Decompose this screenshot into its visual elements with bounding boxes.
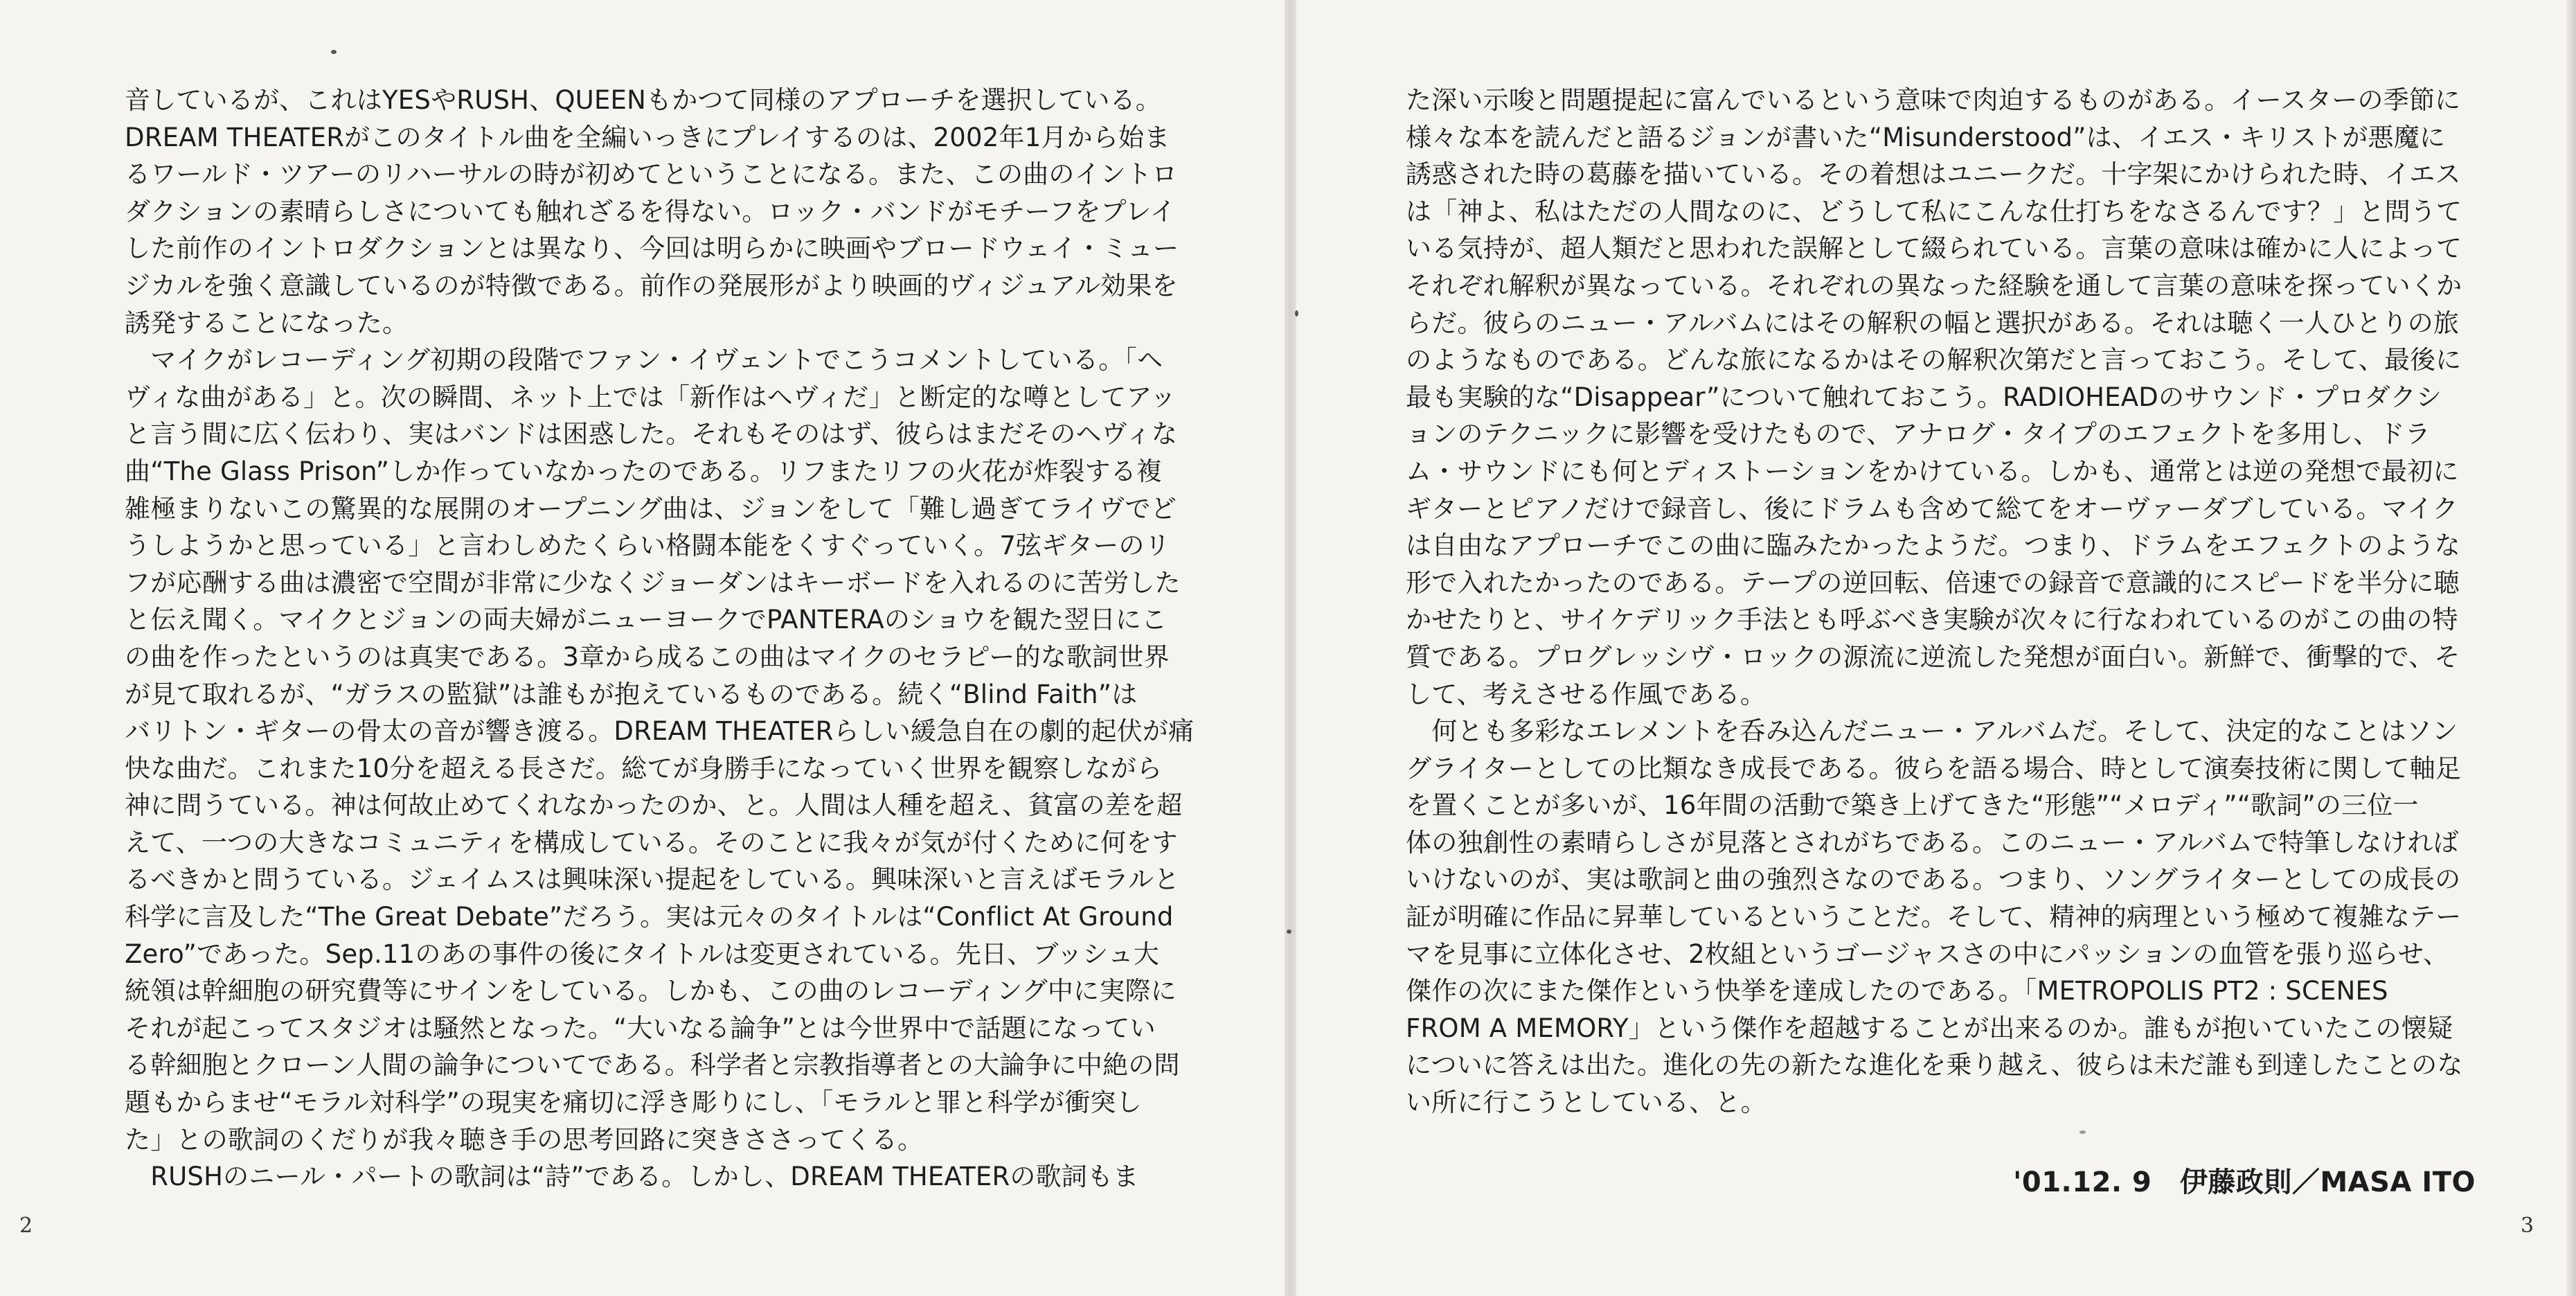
text-line: 科学に言及した“The Great Debate”だろう。実は元々のタイトルは“Conflict At Ground — [125, 902, 1174, 932]
text-line: Zero”であった。Sep.11のあの事件の後にタイトルは変更されている。先日、ブッシュ大 — [125, 939, 1160, 969]
text-line: のようなものである。どんな旅になるかはその解釈次第だと言っておこう。そして、最後に — [1406, 345, 2462, 375]
text-line: らだ。彼らのニュー・アルバムにはその解釈の幅と選択がある。それは聴く一人ひとりの旅 — [1406, 308, 2460, 338]
text-line: 体の独創性の素晴らしさが見落とされがちである。このニュー・アルバムで特筆しなければ — [1406, 827, 2459, 858]
text-line: グライターとしての比類なき成長である。彼らを語る場合、時として演奏技術に関して軸足 — [1406, 753, 2462, 783]
text-line: を置くことが多いが、16年間の活動で築き上げてきた“形態”“メロディ”“歌詞”の三位一 — [1406, 790, 2419, 821]
author-signature: '01.12. 9 伊藤政則／MASA ITO — [2013, 1166, 2476, 1198]
text-line: 雑極まりないこの驚異的な展開のオープニング曲は、ジョンをして「難し過ぎてライヴでど — [125, 493, 1177, 524]
text-line: 誘惑された時の葛藤を描いている。その着想はユニークだ。十字架にかけられた時、イエス — [1406, 159, 2461, 190]
text-line: るワールド・ツアーのリハーサルの時が初めてということになる。また、この曲のイントロ — [125, 159, 1178, 190]
text-line: ム・サウンドにも何とディストーションをかけている。しかも、通常とは逆の発想で最初に — [1406, 456, 2459, 486]
text-line: した前作のイントロダクションとは異なり、今回は明らかに映画やブロードウェイ・ミュー — [125, 233, 1179, 264]
text-line: RUSHのニール・パートの歌詞は“詩”である。しかし、DREAM THEATERの歌詞もま — [125, 1162, 1139, 1192]
text-line: フが応酬する曲は濃密で空間が非常に少なくジョーダンはキーボードを入れるのに苦労した — [125, 567, 1181, 598]
text-line: それが起こってスタジオは騒然となった。“大いなる論争”とは今世界中で話題になってい — [125, 1013, 1156, 1043]
text-line: は自由なアプローチでこの曲に臨みたかったようだ。つまり、ドラムをエフェクトのような — [1406, 531, 2460, 561]
text-line: 質である。プログレッシヴ・ロックの源流に逆流した発想が面白い。新鮮で、衝撃的で、そ — [1406, 641, 2460, 672]
text-line: 最も実験的な“Disappear”について触れておこう。RADIOHEADのサウンド・プロダクシ — [1406, 382, 2442, 412]
text-line: についに答えは出た。進化の先の新たな進化を乗り越え、彼らは未だ誰も到達したことのな — [1406, 1050, 2463, 1081]
text-line: バリトン・ギターの骨太の音が響き渡る。DREAM THEATERらしい緩急自在の劇的起伏が痛 — [125, 716, 1195, 747]
text-line: いる気持が、超人類だと思われた誤解として綴られている。言葉の意味は確かに人によって — [1406, 233, 2462, 264]
page-gutter — [1285, 0, 1296, 1296]
text-line: マを見事に立体化させ、2枚組というゴージャスさの中にパッションの血管を張り巡らせ、 — [1406, 939, 2449, 969]
text-line: ダクションの素晴らしさについても触れざるを得ない。ロック・バンドがモチーフをプレイ — [125, 196, 1176, 227]
text-line: ヴィな曲がある」と。次の瞬間、ネット上では「新作はヘヴィだ」と断定的な噂としてアッ — [125, 382, 1177, 412]
text-line: い所に行こうとしている、と。 — [1406, 1088, 1766, 1118]
text-line: 統領は幹細胞の研究費等にサインをしている。しかも、この曲のレコーディング中に実際に — [125, 976, 1177, 1006]
text-line: は「神よ、私はただの人間なのに、どうして私にこんな仕打ちをなさるんです？」と問うて — [1406, 196, 2462, 227]
left-article-text — [125, 82, 1195, 1196]
text-line: るべきかと問うている。ジェイムスは興味深い提起をしている。興味深いと言えばモラルと — [125, 864, 1180, 895]
text-line: た」との歌詞のくだりが我々聴き手の思考回路に突きささってくる。 — [125, 1124, 924, 1155]
text-line: 何とも多彩なエレメントを呑み込んだニュー・アルバムだ。そして、決定的なことはソン — [1406, 716, 2458, 747]
text-line: えて、一つの大きなコミュニティを構成している。そのことに我々が気が付くために何をす — [125, 827, 1178, 858]
text-line: DREAM THEATERがこのタイトル曲を全編いっきにプレイするのは、2002年1月から始ま — [125, 122, 1170, 152]
paper-speck — [1295, 310, 1298, 317]
text-line: 形で入れたかったのである。テープの逆回転、倍速での録音で意識的にスピードを半分に聴 — [1406, 567, 2460, 598]
text-line: FROM A MEMORY」という傑作を超越することが出来るのか。誰もが抱いていたこの懐疑 — [1406, 1013, 2453, 1043]
page-number-right: 3 — [2521, 1214, 2534, 1238]
text-line: ョンのテクニックに影響を受けたもので、アナログ・タイプのエフェクトを多用し、ドラ — [1406, 419, 2431, 450]
page-number-left: 2 — [19, 1214, 33, 1238]
paper-speck — [1287, 930, 1291, 934]
text-line: ギターとピアノだけで録音し、後にドラムも含めて総てをオーヴァーダブしている。マイク — [1406, 493, 2458, 524]
text-line: それぞれ解釈が異なっている。それぞれの異なった経験を通して言葉の意味を探っていくか — [1406, 270, 2462, 301]
text-line: る幹細胞とクローン人間の論争についてである。科学者と宗教指導者との大論争に中絶の問 — [125, 1050, 1180, 1081]
text-line: 傑作の次にまた傑作という快挙を達成したのである。「METROPOLIS PT2 : SCENES — [1406, 976, 2388, 1006]
page-edge-shadow — [2566, 0, 2576, 1296]
paper-speck — [331, 50, 337, 54]
text-line: して、考えさせる作風である。 — [1406, 679, 1766, 709]
text-line: 音しているが、これはYESやRUSH、QUEENもかつて同様のアプローチを選択している。 — [125, 85, 1162, 115]
text-line: 題もからませ“モラル対科学”の現実を痛切に浮き彫りにし、「モラルと罪と科学が衝突し — [125, 1088, 1142, 1118]
text-line: が見て取れるが、“ガラスの監獄”は誰もが抱えているものである。続く“Blind Faith”は — [125, 679, 1138, 709]
text-line: た深い示唆と問題提起に富んでいるという意味で肉迫するものがある。イースターの季節に — [1406, 85, 2461, 115]
text-line: 様々な本を読んだと語るジョンが書いた“Misunderstood”は、イエス・キリストが悪魔に — [1406, 122, 2446, 152]
text-line: 神に問うている。神は何故止めてくれなかったのか、と。人間は人種を超え、貧富の差を超 — [125, 790, 1183, 821]
text-line: マイクがレコーディング初期の段階でファン・イヴェントでこうコメントしている。「ヘ — [125, 345, 1163, 375]
text-line: 証が明確に作品に昇華しているということだ。そして、精神的病理という極めて複雑なテー — [1406, 902, 2462, 932]
text-line: と伝え聞く。マイクとジョンの両夫婦がニューヨークでPANTERAのショウを観た翌日にこ — [125, 605, 1168, 635]
text-line: うしようかと思っている」と言わしめたくらい格闘本能をくすぐっていく。7弦ギターのリ — [125, 531, 1170, 561]
text-line: ジカルを強く意識しているのが特徴である。前作の発展形がより映画的ヴィジュアル効果を — [125, 270, 1178, 301]
text-line: 誘発することになった。 — [125, 308, 409, 338]
text-line: 快な曲だ。これまた10分を超える長さだ。総てが身勝手になっていく世界を観察しながら — [125, 753, 1163, 783]
text-line: いけないのが、実は歌詞と曲の強烈さなのである。つまり、ソングライターとしての成長の — [1406, 864, 2461, 895]
right-article-text — [1406, 82, 2476, 1121]
text-line: かせたりと、サイケデリック手法とも呼ぶべき実験が次々に行なわれているのがこの曲の特 — [1406, 605, 2458, 635]
text-line: と言う間に広く伝わり、実はバンドは困惑した。それもそのはず、彼らはまだそのヘヴィな — [125, 419, 1178, 450]
text-line: の曲を作ったというのは真実である。3章から成るこの曲はマイクのセラピー的な歌詞世界 — [125, 641, 1170, 672]
text-line: 曲“The Glass Prison”しか作っていなかったのである。リフまたリフの火花が炸裂する複 — [125, 456, 1163, 486]
paper-speck — [2079, 1130, 2086, 1134]
